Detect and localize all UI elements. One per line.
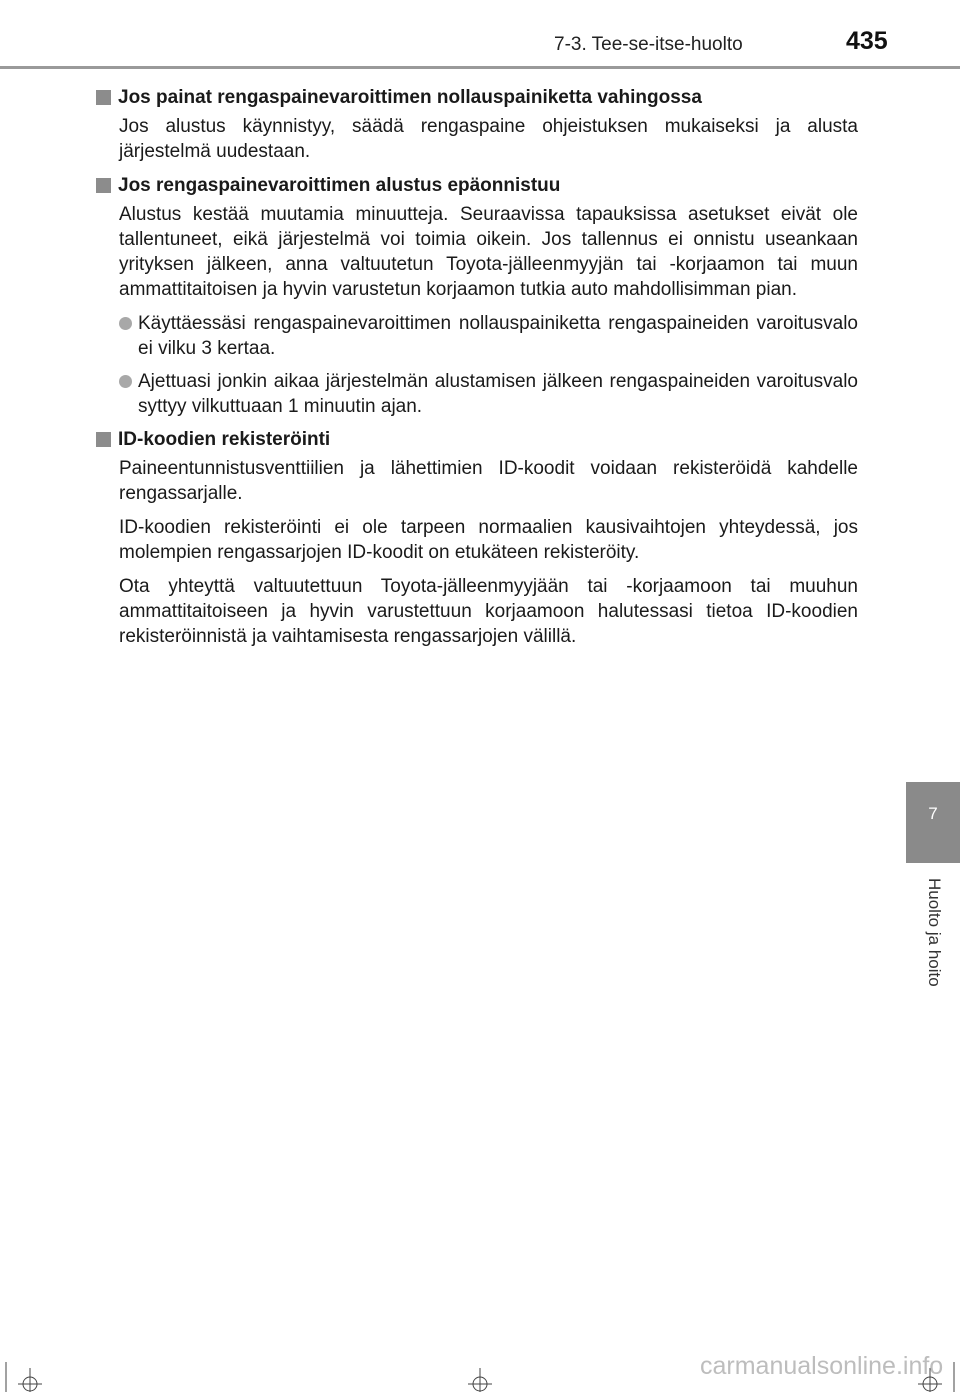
bullet-item xyxy=(119,311,858,361)
page-content xyxy=(96,80,858,658)
section-id-code-registration xyxy=(96,427,858,649)
bullet-dot-icon xyxy=(119,317,132,330)
crop-line-icon xyxy=(0,1362,12,1392)
paragraph: Jos alustus käynnistyy, säädä rengaspaine ohjeistuksen mukaiseksi ja alusta järjestelmä uudestaan. xyxy=(119,116,858,162)
heading-text: ID-koodien rekisteröinti xyxy=(118,429,331,450)
header-rule xyxy=(0,66,960,69)
section-heading xyxy=(96,173,858,198)
bullet-dot-icon xyxy=(119,375,132,388)
section-title: 7-3. Tee-se-itse-huolto xyxy=(554,34,743,55)
chapter-number: 7 xyxy=(928,804,938,823)
section-heading xyxy=(96,427,858,452)
heading-text: Jos painat rengaspainevaroittimen nollauspainiketta vahingossa xyxy=(118,87,702,108)
page-header xyxy=(0,0,960,70)
crop-line-icon xyxy=(948,1362,960,1392)
chapter-tab xyxy=(906,782,960,863)
bullet-text: Ajettuasi jonkin aikaa järjestelmän alustamisen jälkeen rengaspaineiden varoitusvalo syttyy vilkuttuaan 1 minuutin ajan. xyxy=(138,371,858,417)
heading-square-icon xyxy=(96,432,111,447)
paragraph: ID-koodien rekisteröinti ei ole tarpeen normaalien kausivaihtojen yhteydessä, jos molempien rengassarjojen ID-koodit on etukäteen rekisteröity. xyxy=(119,517,858,563)
section-heading xyxy=(96,85,858,110)
heading-text: Jos rengaspainevaroittimen alustus epäonnistuu xyxy=(118,175,561,196)
bullet-item xyxy=(119,369,858,419)
heading-square-icon xyxy=(96,90,111,105)
page-number: 435 xyxy=(846,27,888,55)
crosshair-registration-icon xyxy=(465,1362,495,1392)
section-reset-button-accident xyxy=(96,85,858,164)
heading-square-icon xyxy=(96,178,111,193)
watermark: carmanualsonline.info xyxy=(700,1352,944,1380)
paragraph: Paineentunnistusventtiilien ja lähettimien ID-koodit voidaan rekisteröidä kahdelle rengassarjalle. xyxy=(119,458,858,504)
bullet-text: Käyttäessäsi rengaspainevaroittimen nollauspainiketta rengaspaineiden varoitusvalo ei vilku 3 kertaa. xyxy=(138,313,858,359)
crosshair-registration-icon xyxy=(15,1362,45,1392)
paragraph: Ota yhteyttä valtuutettuun Toyota-jälleenmyyjään tai -korjaamoon tai muuhun ammattitaitoiseen ja hyvin varustettuun korjaamoon halutessasi tietoa ID-koodien rekisteröinnistä ja vaihtamisesta rengassarjojen välillä. xyxy=(119,576,858,647)
chapter-label: Huolto ja hoito xyxy=(925,878,944,987)
paragraph: Alustus kestää muutamia minuutteja. Seuraavissa tapauksissa asetukset eivät ole tallentuneet, eikä järjestelmä voi toimia oikein. Jos tallennus ei onnistu useankaan yrityksen jälkeen, anna valtuutetun Toyota-jälleenmyyjän tai -korjaamon tai muun ammattitaitoisen ja hyvin varustetun korjaamon tutkia auto mahdollisimman pian. xyxy=(119,204,858,300)
section-initialization-failure xyxy=(96,173,858,419)
